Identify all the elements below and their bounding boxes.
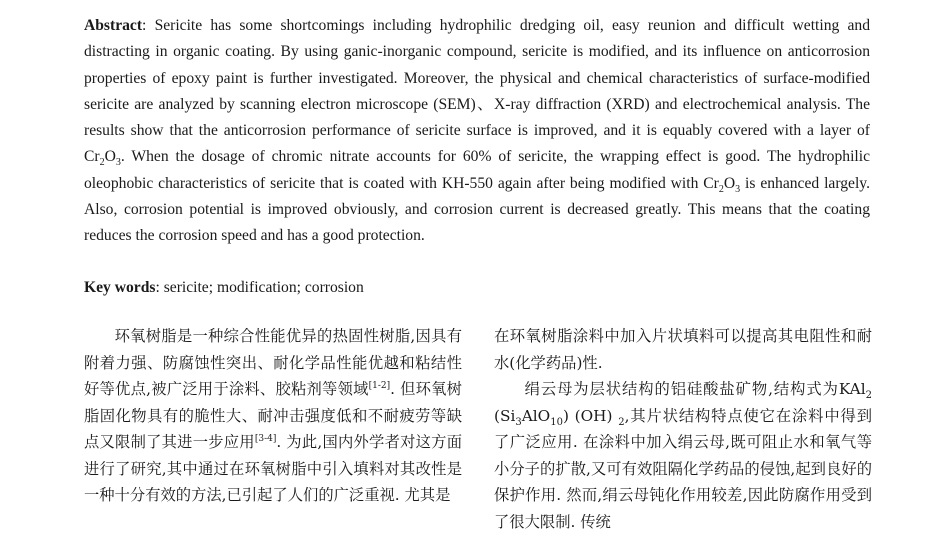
body-right-column bbox=[494, 323, 872, 535]
abstract-text-3: is enhanced largely. Also, corrosion potential is improved obviously, and corrosion current is decreased greatly. This means that the coating reduces the corrosion speed and has a good protection. bbox=[84, 174, 870, 245]
keywords bbox=[84, 275, 870, 301]
abstract-text-2: . When the dosage of chromic nitrate accounts for 60% of sericite, the wrapping effect is good. The hydrophilic oleophobic characteristics of sericite that is coated with KH-550 again after being modified with bbox=[84, 148, 870, 192]
citation: [1-2] bbox=[368, 381, 391, 391]
citation: [3-4] bbox=[254, 434, 277, 444]
paragraph: 绢云母为层状结构的铝硅酸盐矿物,结构式为KAl$_2$ $(Si_3AlO_{10})$ (OH) $_2$,其片状结构特点使它在涂料中得到了广泛应用. 在涂料中加入绢云母,既可阻止水和氧气等小分子的扩散,又可有效阻隔化学药品的侵蚀,起到良好的保护作用. 然而,绢云母钝化作用较差,因此防腐作用受到了很大限制. 传统 bbox=[494, 380, 872, 531]
abstract-separator: : bbox=[142, 17, 155, 34]
abstract-text-1: Sericite has some shortcomings including hydrophilic dredging oil, easy reunion and difficult wetting and distracting in organic coating. By using ganic-inorganic compound, sericite is modified, and its influence on anticorrosion properties of epoxy paint is further investigated. Moreover, the physical and chemical characteristics of surface-modified sericite are analyzed by scanning electron microscope (SEM)、X-ray diffraction (XRD) and electrochemical analysis. The results show that the anticorrosion performance of sericite surface is improved, and it is equably covered with a layer of bbox=[84, 17, 870, 140]
keywords-label: Key words bbox=[84, 279, 156, 296]
sericite-formula: KAl$_2$ $(Si_3AlO_{10})$ (OH) $_2$ bbox=[494, 380, 872, 428]
chem-cr2o3-1: $Cr_2O_3$ bbox=[84, 148, 121, 169]
keywords-text: sericite; modification; corrosion bbox=[163, 279, 364, 296]
abstract-label: Abstract bbox=[84, 17, 143, 34]
body-left-column bbox=[84, 323, 462, 509]
paragraph: 环氧树脂是一种综合性能优异的热固性树脂,因具有附着力强、防腐蚀性突出、耐化学品性能优越和粘结性好等优点,被广泛用于涂料、胶粘剂等领域[1-2]. 但环氧树脂固化物具有的脆性大、耐冲击强度低和不耐疲劳等缺点又限制了其进一步应用[3-4]. 为此,国内外学者对这方面进行了研究,其中通过在环氧树脂中引入填料对其改性是一种十分有效的方法,已引起了人们的广泛重视. 尤其是 bbox=[84, 327, 462, 504]
chem-cr2o3-2: $Cr_2O_3$ bbox=[703, 174, 741, 195]
paragraph: 在环氧树脂涂料中加入片状填料可以提高其电阻性和耐水(化学药品)性. bbox=[494, 327, 872, 372]
abstract bbox=[84, 13, 870, 250]
keywords-separator: : bbox=[155, 279, 164, 296]
